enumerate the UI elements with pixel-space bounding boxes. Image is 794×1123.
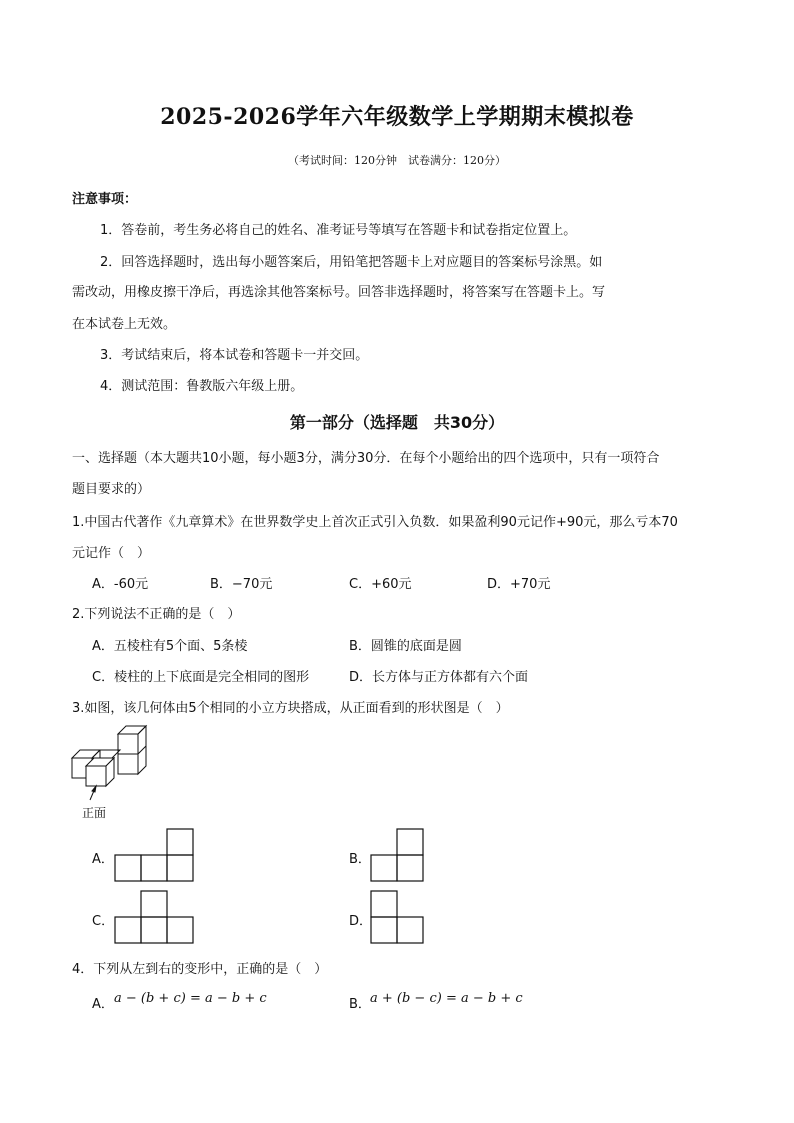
- option-a[interactable]: A．: [92, 997, 114, 1012]
- option-b-figure: [370, 828, 428, 882]
- notice-heading: 注意事项：: [72, 192, 138, 207]
- formula-b: a + (b − c) = a − b + c: [370, 991, 523, 1006]
- option-c-figure: [114, 890, 196, 944]
- option-c[interactable]: C．: [92, 914, 115, 929]
- front-view-label: 正面: [82, 806, 107, 820]
- option-a[interactable]: A．五棱柱有5个面、5条棱: [92, 639, 248, 654]
- option-d[interactable]: D．长方体与正方体都有六个面: [349, 670, 529, 685]
- option-d-figure: [370, 890, 428, 944]
- option-d[interactable]: D．+70元: [487, 577, 551, 592]
- question-stem: 2.下列说法不正确的是（ ）: [72, 607, 241, 622]
- page-title: 2025-2026学年六年级数学上学期期末模拟卷: [160, 104, 634, 130]
- question-stem: 4．下列从左到右的变形中，正确的是（ ）: [72, 962, 328, 977]
- option-b[interactable]: B．圆锥的底面是圆: [349, 639, 462, 654]
- section-heading: 第一部分（选择题 共30分）: [289, 413, 505, 432]
- option-a-figure: [114, 828, 196, 882]
- cube-structure-figure: [70, 724, 160, 814]
- section-intro: 题目要求的）: [72, 482, 151, 497]
- question-stem: 元记作（ ）: [72, 546, 151, 561]
- option-a[interactable]: A．-60元: [92, 577, 149, 592]
- option-b[interactable]: B．: [349, 852, 371, 867]
- question-stem: 1.中国古代著作《九章算术》在世界数学史上首次正式引入负数．如果盈利90元记作+90元，那么亏本70: [72, 515, 678, 530]
- exam-info: （考试时间：120分钟 试卷满分：120分）: [288, 154, 506, 167]
- question-stem: 3.如图，该几何体由5个相同的小立方块搭成，从正面看到的形状图是（ ）: [72, 701, 509, 716]
- option-d[interactable]: D．: [349, 914, 373, 929]
- notice-item: 2．回答选择题时，选出每小题答案后，用铅笔把答题卡上对应题目的答案标号涂黑。如: [100, 255, 603, 270]
- notice-item: 4．测试范围：鲁教版六年级上册。: [100, 379, 304, 394]
- option-a[interactable]: A．: [92, 852, 114, 867]
- option-c[interactable]: C．棱柱的上下底面是完全相同的图形: [92, 670, 310, 685]
- formula-a: a − (b + c) = a − b + c: [114, 991, 267, 1006]
- notice-item: 3．考试结束后，将本试卷和答题卡一并交回。: [100, 348, 369, 363]
- notice-item: 在本试卷上无效。: [72, 317, 177, 332]
- section-intro: 一、选择题（本大题共10小题，每小题3分，满分30分．在每个小题给出的四个选项中，只有一项符合: [72, 451, 660, 466]
- option-b[interactable]: B．−70元: [210, 577, 273, 592]
- notice-item: 需改动，用橡皮擦干净后，再选涂其他答案标号。回答非选择题时，将答案写在答题卡上。写: [72, 285, 606, 300]
- notice-item: 1．答卷前，考生务必将自己的姓名、准考证号等填写在答题卡和试卷指定位置上。: [100, 223, 577, 238]
- option-c[interactable]: C．+60元: [349, 577, 412, 592]
- option-b[interactable]: B．: [349, 997, 371, 1012]
